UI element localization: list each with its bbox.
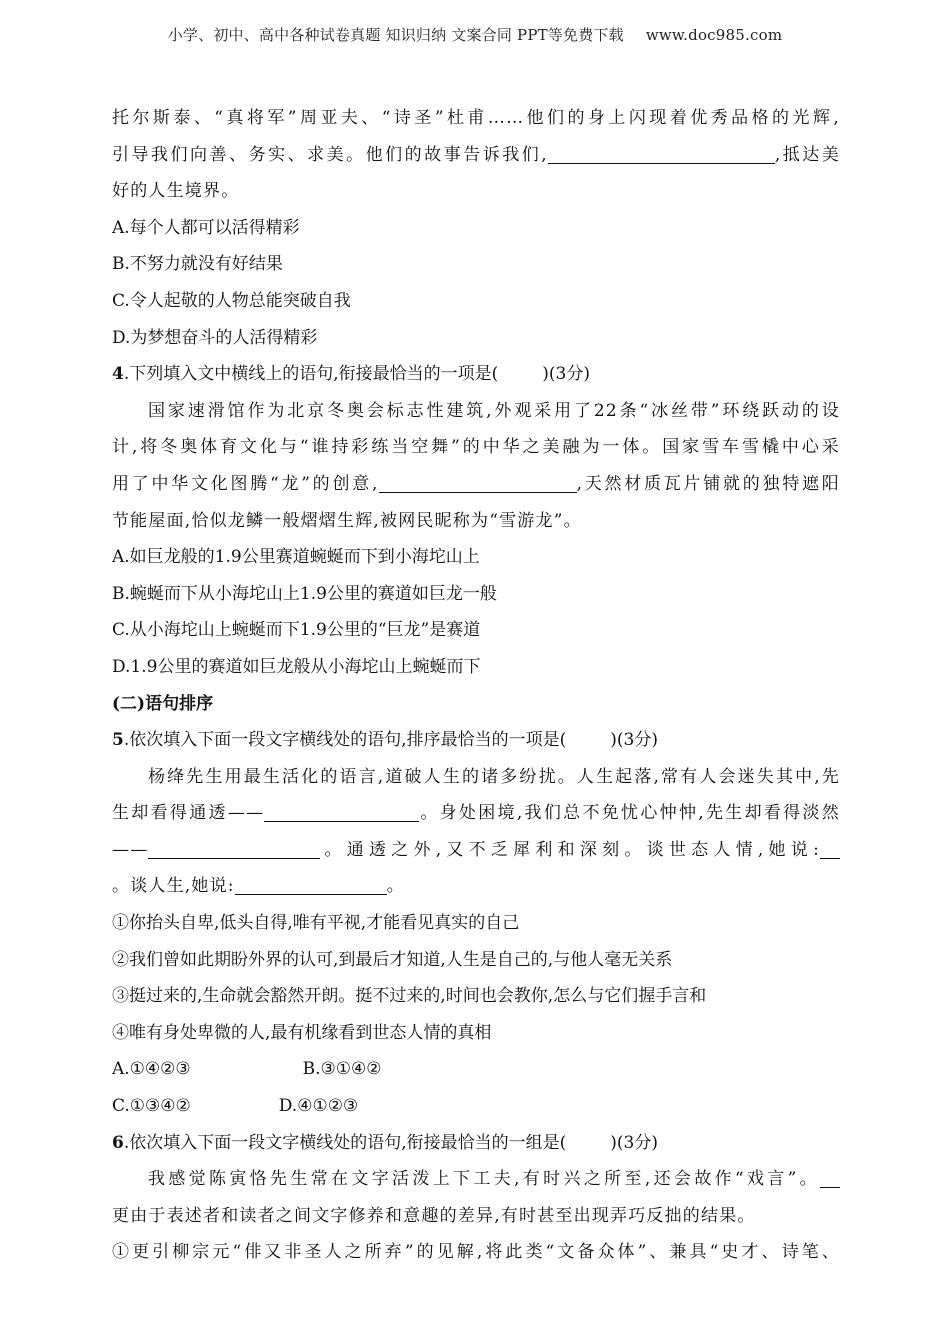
q6-passage-line-2: 更由于表述者和读者之间文字修养和意趣的差异,有时甚至出现弄巧反拙的结果。 bbox=[112, 1205, 756, 1226]
q4-points: )(3分) bbox=[542, 364, 591, 385]
q5-item-4: ④唯有身处卑微的人,最有机缘看到世态人情的真相 bbox=[112, 1022, 492, 1043]
q4-passage-line-2: 计,将冬奥体育文化与“谁持彩练当空舞”的中华之美融为一体。国家雪车雪橇中心采 bbox=[112, 437, 840, 458]
q6-stem bbox=[112, 1125, 840, 1162]
q3-option-d: D.为梦想奋斗的人活得精彩 bbox=[112, 327, 318, 348]
q5-answer-blank-3 bbox=[820, 834, 840, 859]
q5-option-a: A.①④②③ bbox=[112, 1059, 191, 1080]
q3-passage-line-1: 托尔斯泰、“真将军”周亚夫、“诗圣”杜甫……他们的身上闪现着优秀品格的光辉, bbox=[112, 108, 840, 128]
q4-answer-blank bbox=[379, 468, 577, 493]
q5-passage-line-4 bbox=[112, 868, 840, 905]
q5-points: )(3分) bbox=[610, 730, 659, 751]
q4-option-a: A.如巨龙般的1.9公里赛道蜿蜒而下到小海坨山上 bbox=[112, 547, 480, 568]
q4-passage-line-3 bbox=[112, 466, 840, 503]
q5-passage-text: 生却看得通透—— bbox=[112, 803, 265, 824]
q5-passage-text: 。身处困境,我们总不免忧心忡忡,先生却看得淡然 bbox=[419, 803, 840, 824]
q5-passage-line-2 bbox=[112, 795, 840, 832]
q4-stem-text: .下列填入文中横线上的语句,衔接最恰当的一项是( bbox=[123, 364, 499, 385]
q5-item-2: ②我们曾如此期盼外界的认可,到最后才知道,人生是自己的,与他人毫无关系 bbox=[112, 949, 673, 970]
q5-number: 5 bbox=[112, 730, 124, 751]
q4-number: 4 bbox=[112, 364, 124, 385]
q6-answer-blank-1 bbox=[820, 1163, 840, 1188]
q3-passage-line-2 bbox=[112, 137, 840, 174]
q5-passage-line-1: 杨绛先生用最生活化的语言,道破人生的诸多纷扰。人生起落,常有人会迷失其中,先 bbox=[148, 766, 840, 787]
q3-passage-text: 引导我们向善、务实、求美。他们的故事告诉我们, bbox=[112, 144, 548, 165]
q5-option-b: B.③①④② bbox=[302, 1059, 382, 1080]
q5-item-3: ③挺过来的,生命就会豁然开朗。挺不过来的,时间也会教你,怎么与它们握手言和 bbox=[112, 986, 707, 1007]
q5-options-row-1 bbox=[112, 1051, 840, 1088]
q5-options-row-2 bbox=[112, 1088, 840, 1125]
header-ad-text: 小学、初中、高中各种试卷真题 知识归纳 文案合同 PPT等免费下载 bbox=[167, 26, 624, 44]
q6-passage-line-3: ①更引柳宗元“俳又非圣人之所弃”的见解,将此类“文备众体”、兼具“史才、诗笔、 bbox=[112, 1242, 840, 1263]
q5-passage-text: 。通透之外,又不乏犀利和深刻。谈世态人情,她说: bbox=[320, 839, 820, 860]
q3-passage-text: ,抵达美 bbox=[774, 144, 840, 165]
q5-option-d: D.④①②③ bbox=[278, 1096, 359, 1117]
q4-option-c: C.从小海坨山上蜿蜒而下1.9公里的“巨龙”是赛道 bbox=[112, 620, 481, 641]
header-site-url[interactable]: www.doc985.com bbox=[645, 26, 783, 44]
q4-passage-line-1: 国家速滑馆作为北京冬奥会标志性建筑,外观采用了22条“冰丝带”环绕跃动的设 bbox=[148, 400, 840, 421]
q5-stem bbox=[112, 722, 840, 759]
q5-option-c: C.①③④② bbox=[112, 1096, 191, 1117]
q5-answer-blank-2 bbox=[148, 834, 320, 859]
q5-passage-text: —— bbox=[112, 839, 149, 860]
q3-passage-line-3: 好的人生境界。 bbox=[112, 181, 240, 202]
q6-stem-text: .依次填入下面一段文字横线处的语句,衔接最恰当的一组是( bbox=[123, 1132, 567, 1153]
q6-passage-text: 我感觉陈寅恪先生常在文字活泼上下工夫,有时兴之所至,还会故作“戏言”。 bbox=[148, 1169, 820, 1190]
q5-passage-text: 。谈人生,她说: bbox=[112, 876, 235, 897]
q5-passage-line-3 bbox=[112, 832, 840, 869]
q5-answer-blank-1 bbox=[264, 797, 419, 822]
q3-option-b: B.不努力就没有好结果 bbox=[112, 254, 283, 275]
q4-passage-text: 用了中华文化图腾“龙”的创意, bbox=[112, 473, 379, 494]
q5-passage-text: 。 bbox=[386, 876, 405, 897]
page-header bbox=[0, 24, 950, 45]
q4-option-b: B.蜿蜒而下从小海坨山上1.9公里的赛道如巨龙一般 bbox=[112, 583, 497, 604]
q5-stem-text: .依次填入下面一段文字横线处的语句,排序最恰当的一项是( bbox=[123, 730, 567, 751]
q4-passage-line-4: 节能屋面,恰似龙鳞一般熠熠生辉,被网民昵称为“雪游龙”。 bbox=[112, 510, 582, 531]
q4-option-d: D.1.9公里的赛道如巨龙般从小海坨山上蜿蜒而下 bbox=[112, 656, 481, 677]
q6-number: 6 bbox=[112, 1132, 124, 1153]
q5-item-1: ①你抬头自卑,低头自得,唯有平视,才能看见真实的自己 bbox=[112, 913, 520, 934]
q5-answer-blank-4 bbox=[235, 870, 387, 895]
q6-points: )(3分) bbox=[610, 1132, 659, 1153]
q4-passage-text: ,天然材质瓦片铺就的独特遮阳 bbox=[576, 473, 840, 494]
section-title: (二)语句排序 bbox=[112, 693, 214, 714]
q6-passage-line-1 bbox=[112, 1161, 840, 1198]
q3-option-c: C.令人起敬的人物总能突破自我 bbox=[112, 290, 351, 311]
q3-option-a: A.每个人都可以活得精彩 bbox=[112, 217, 300, 238]
document-body bbox=[112, 100, 840, 1271]
q4-stem bbox=[112, 356, 840, 393]
q3-answer-blank bbox=[548, 139, 775, 164]
